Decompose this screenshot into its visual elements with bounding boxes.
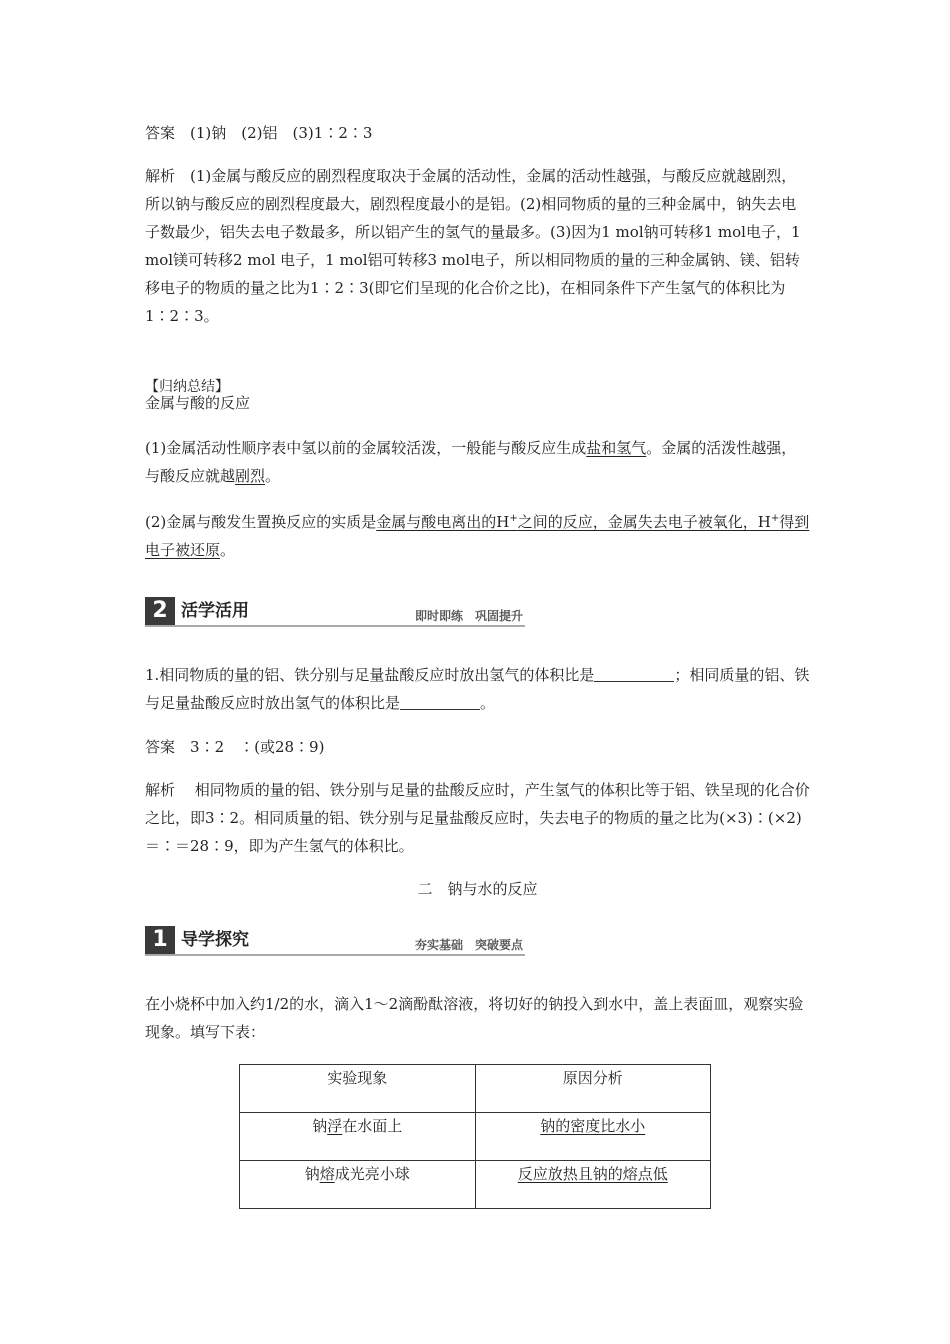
superscript-plus: +	[770, 513, 780, 524]
summary-p1-fill-1: 盐和氢气	[586, 439, 647, 457]
section-number: 2	[145, 597, 175, 625]
summary-point-1	[145, 434, 810, 490]
summary-p1-end: 。	[265, 467, 281, 485]
table-header-row	[240, 1065, 711, 1113]
table-row	[240, 1161, 711, 1209]
section-number: 1	[145, 926, 175, 954]
section-tagline: 夯实基础 突破要点	[414, 938, 523, 952]
cell-text: 成光亮小球	[334, 1165, 410, 1183]
cell-fill: 钠的密度比水小	[540, 1117, 646, 1135]
cell-fill: 浮	[327, 1117, 343, 1135]
table-header-cell: 实验现象	[240, 1065, 476, 1113]
answer-text: 3∶2 ∶(或28∶9)	[190, 738, 325, 756]
section-name: 导学探究	[181, 930, 249, 950]
table-row	[240, 1113, 711, 1161]
section-name: 活学活用	[181, 601, 249, 621]
table-cell	[475, 1161, 711, 1209]
section-tagline: 即时即练 巩固提升	[414, 609, 523, 623]
analysis-label: 解析	[145, 167, 176, 185]
cell-text: 在水面上	[342, 1117, 403, 1135]
summary-p2-end: 。	[220, 541, 236, 559]
question-text-2: ；相同质量的铝、铁与足量盐酸反应时放出氢气的体积比是	[145, 666, 810, 712]
experiment-table	[239, 1064, 711, 1209]
table-cell	[240, 1161, 476, 1209]
question-end: 。	[480, 694, 496, 712]
analysis-text: 相同物质的量的铝、铁分别与足量的盐酸反应时，产生氢气的体积比等于铝、铁呈现的化合价之比，即3∶2。相同质量的铝、铁分别与足量盐酸反应时，失去电子的物质的量之比为(×3)∶(×2)＝∶＝28∶9，即为产生氢气的体积比。	[145, 781, 810, 855]
cell-fill: 反应放热且钠的熔点低	[517, 1165, 668, 1183]
superscript-plus: +	[509, 513, 518, 524]
summary-subtitle: 金属与酸的反应	[145, 394, 251, 412]
summary-p2-fill-c: 得到电子被还原	[145, 513, 810, 559]
analysis-label: 解析	[145, 781, 176, 799]
summary-p1-fill-2: 剧烈	[235, 467, 266, 485]
table-cell	[475, 1113, 711, 1161]
summary-p2-fill-b: 之间的反应，金属失去电子被氧化，H	[517, 513, 771, 531]
answer-1	[145, 119, 810, 147]
analysis-1	[145, 162, 810, 330]
answer-blank[interactable]	[400, 693, 480, 710]
summary-p1-text: (1)金属活动性顺序表中氢以前的金属较活泼，一般能与酸反应生成	[145, 439, 587, 457]
table-header-cell: 原因分析	[475, 1065, 711, 1113]
answer-label: 答案	[145, 738, 176, 756]
experiment-intro: 在小烧杯中加入约1/2的水，滴入1～2滴酚酞溶液，将切好的钠投入到水中，盖上表面皿，观察实验现象。填写下表：	[145, 995, 804, 1041]
cell-text: 钠	[304, 1165, 320, 1183]
summary-p2-text: (2)金属与酸发生置换反应的实质是	[145, 513, 377, 531]
analysis-text: (1)金属与酸反应的剧烈程度取决于金属的活动性，金属的活动性越强，与酸反应就越剧烈，所以钠与酸反应的剧烈程度最大，剧烈程度最小的是铝。(2)相同物质的量的三种金属中，钠失去电子数最少，铝失去电子数最多，所以铝产生的氢气的量最多。(3)因为1 mol钠可转移1 mol电子，1 mol镁可转移2 mol 电子，1 mol铝可转移3 mol电子，所以相同物质的量的三种金属钠、镁、铝转移电子的物质的量之比为1∶2∶3(即它们呈现的化合价之比)，在相同条件下产生氢气的体积比为1∶2∶3。	[145, 167, 801, 325]
answer-blank[interactable]	[594, 665, 674, 682]
section-header-practice	[145, 597, 525, 627]
part-title: 二 钠与水的反应	[417, 880, 538, 898]
table-cell	[240, 1113, 476, 1161]
summary-p2-fill-a: 金属与酸电离出的H	[376, 513, 510, 531]
analysis-2	[145, 776, 810, 860]
answer-text: (1)钠 (2)铝 (3)1∶2∶3	[190, 124, 373, 142]
question-text: 1.相同物质的量的铝、铁分别与足量盐酸反应时放出氢气的体积比是	[145, 666, 595, 684]
answer-2	[145, 733, 810, 761]
section-header-explore	[145, 926, 525, 956]
question-1	[145, 661, 810, 717]
cell-fill: 熔	[319, 1165, 335, 1183]
summary-p1-text-2: 。金属的活泼性越强，与酸反应就越	[145, 439, 797, 485]
cell-text: 钠	[312, 1117, 328, 1135]
summary-point-2	[145, 505, 810, 564]
summary-heading: 【归纳总结】	[145, 379, 229, 395]
answer-label: 答案	[145, 124, 176, 142]
